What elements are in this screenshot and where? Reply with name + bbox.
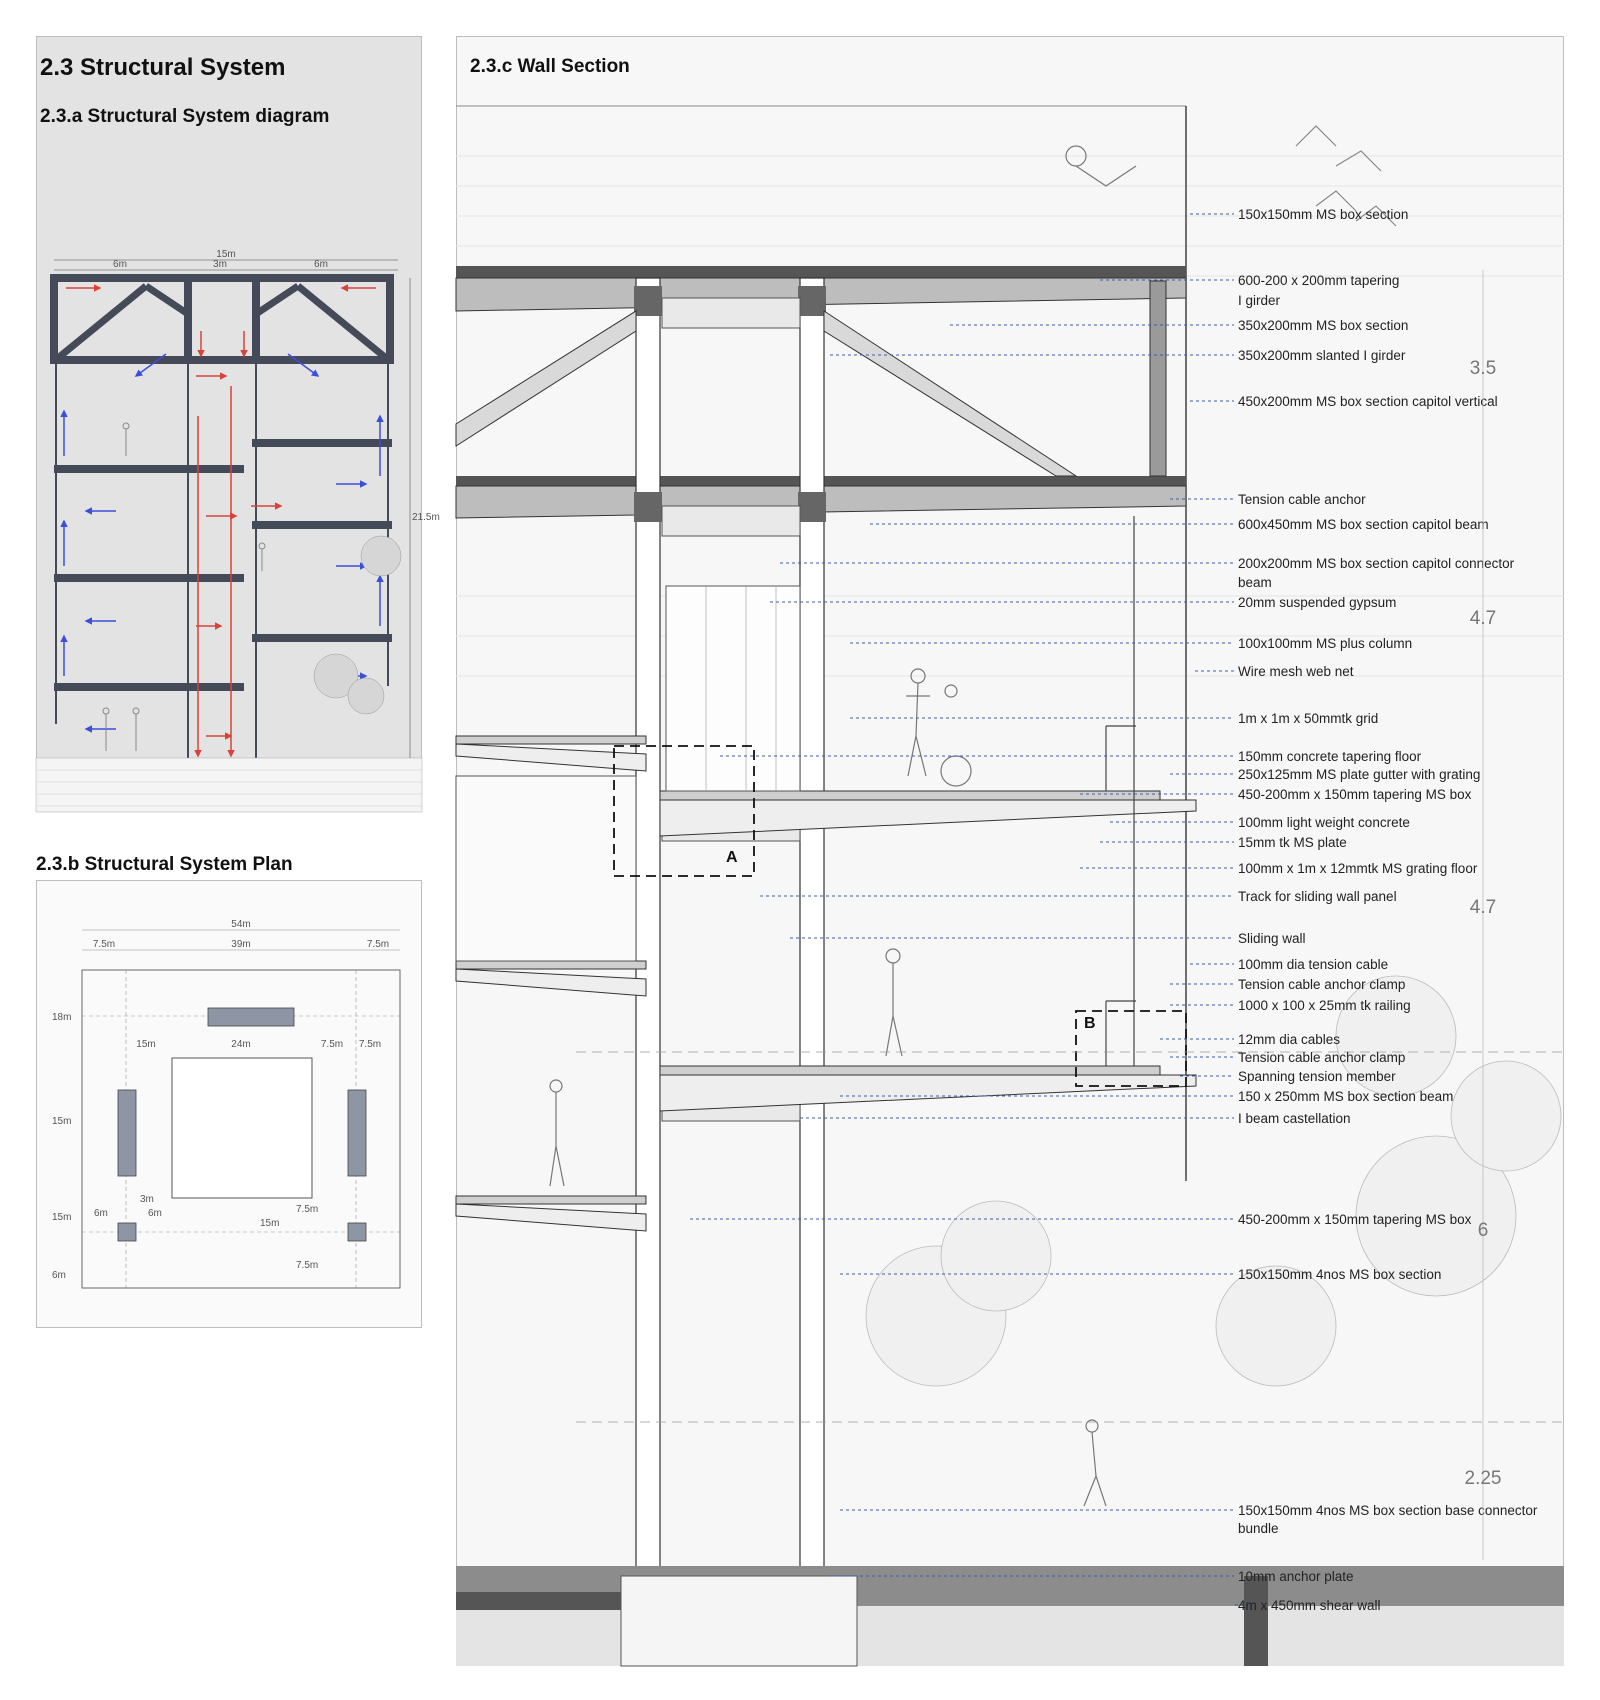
core-dim-1: 3m — [140, 1194, 154, 1205]
section-label: Tension cable anchor clamp — [1238, 1050, 1406, 1065]
section-label: 600x450mm MS box section capitol beam — [1238, 517, 1489, 532]
dim-top-span: 15m — [216, 249, 236, 260]
dim-top-left: 7.5m — [92, 939, 116, 950]
section-label: 12mm dia cables — [1238, 1032, 1341, 1047]
core-dim-3: 6m — [148, 1208, 162, 1219]
section-label: Tension cable anchor clamp — [1238, 977, 1406, 992]
dim-sub-span-center: 3m — [213, 259, 227, 270]
section-label: 100x100mm MS plus column — [1238, 636, 1413, 651]
section-label: I beam castellation — [1238, 1111, 1351, 1126]
section-label: 350x200mm MS box section — [1238, 318, 1409, 333]
level-dimension: 4.7 — [1469, 608, 1497, 629]
section-label: 100mm x 1m x 12mmtk MS grating floor — [1238, 861, 1478, 876]
dim-mid-2: 24m — [231, 1039, 251, 1050]
section-label: 150x150mm 4nos MS box section base connector — [1238, 1503, 1538, 1518]
level-dimension: 2.25 — [1464, 1468, 1502, 1489]
dim-sub-span-right: 6m — [314, 259, 328, 270]
section-label: 10mm anchor plate — [1238, 1569, 1354, 1584]
section-label: Track for sliding wall panel — [1238, 889, 1397, 904]
dim-overall: 54m — [231, 919, 251, 930]
detail-tag-b: B — [1084, 1015, 1096, 1032]
level-dimension: 3.5 — [1469, 358, 1497, 379]
section-label: 200x200mm MS box section capitol connector — [1238, 556, 1515, 571]
section-label: Spanning tension member — [1238, 1069, 1396, 1084]
dim-height: 21.5m — [412, 512, 440, 523]
section-label: 4m x 450mm shear wall — [1238, 1598, 1381, 1613]
section-label: 20mm suspended gypsum — [1238, 595, 1397, 610]
plan-title: 2.3.b Structural System Plan — [36, 854, 293, 875]
section-label: Tension cable anchor — [1238, 492, 1366, 507]
dim-left-4: 6m — [52, 1270, 66, 1281]
section-title: 2.3 Structural System — [40, 54, 286, 81]
diagram-title: 2.3.a Structural System diagram — [40, 106, 330, 127]
section-label: 100mm dia tension cable — [1238, 957, 1389, 972]
dim-top-center: 39m — [231, 939, 251, 950]
section-label: 450x200mm MS box section capitol vertical — [1238, 394, 1498, 409]
dim-left-1: 18m — [52, 1012, 72, 1023]
section-label: 150x150mm 4nos MS box section — [1238, 1267, 1442, 1282]
section-label: 600-200 x 200mm tapering — [1238, 273, 1400, 288]
dim-left-3: 15m — [52, 1212, 72, 1223]
section-label: 150 x 250mm MS box section beam — [1238, 1089, 1454, 1104]
section-label: Wire mesh web net — [1238, 664, 1354, 679]
level-dimension: 6 — [1477, 1220, 1489, 1241]
core-dim-6: 7.5m — [296, 1260, 319, 1271]
core-dim-5: 7.5m — [296, 1204, 319, 1215]
section-label: 350x200mm slanted I girder — [1238, 348, 1406, 363]
dim-mid-3: 7.5m — [320, 1039, 344, 1050]
core-dim-2: 6m — [94, 1208, 108, 1219]
section-label: 15mm tk MS plate — [1238, 835, 1347, 850]
detail-tag-a: A — [726, 849, 738, 866]
section-label: 450-200mm x 150mm tapering MS box — [1238, 1212, 1472, 1227]
level-dimension: 4.7 — [1469, 897, 1497, 918]
dim-left-2: 15m — [52, 1116, 72, 1127]
section-label: 100mm light weight concrete — [1238, 815, 1410, 830]
section-label: 450-200mm x 150mm tapering MS box — [1238, 787, 1472, 802]
dim-mid-4: 7.5m — [358, 1039, 382, 1050]
section-label: Sliding wall — [1238, 931, 1306, 946]
section-label: 1000 x 100 x 25mm tk railing — [1238, 998, 1411, 1013]
dim-top-right: 7.5m — [366, 939, 390, 950]
section-label: bundle — [1238, 1521, 1279, 1536]
section-label: 150x150mm MS box section — [1238, 207, 1409, 222]
dim-mid-1: 15m — [136, 1039, 156, 1050]
dim-sub-span-left: 6m — [113, 259, 127, 270]
core-dim-4: 15m — [260, 1218, 280, 1229]
section-label: 250x125mm MS plate gutter with grating — [1238, 767, 1481, 782]
section-label: 1m x 1m x 50mmtk grid — [1238, 711, 1379, 726]
section-label: I girder — [1238, 293, 1281, 308]
wall-section-title: 2.3.c Wall Section — [470, 56, 630, 77]
section-label: 150mm concrete tapering floor — [1238, 749, 1422, 764]
section-label: beam — [1238, 575, 1272, 590]
